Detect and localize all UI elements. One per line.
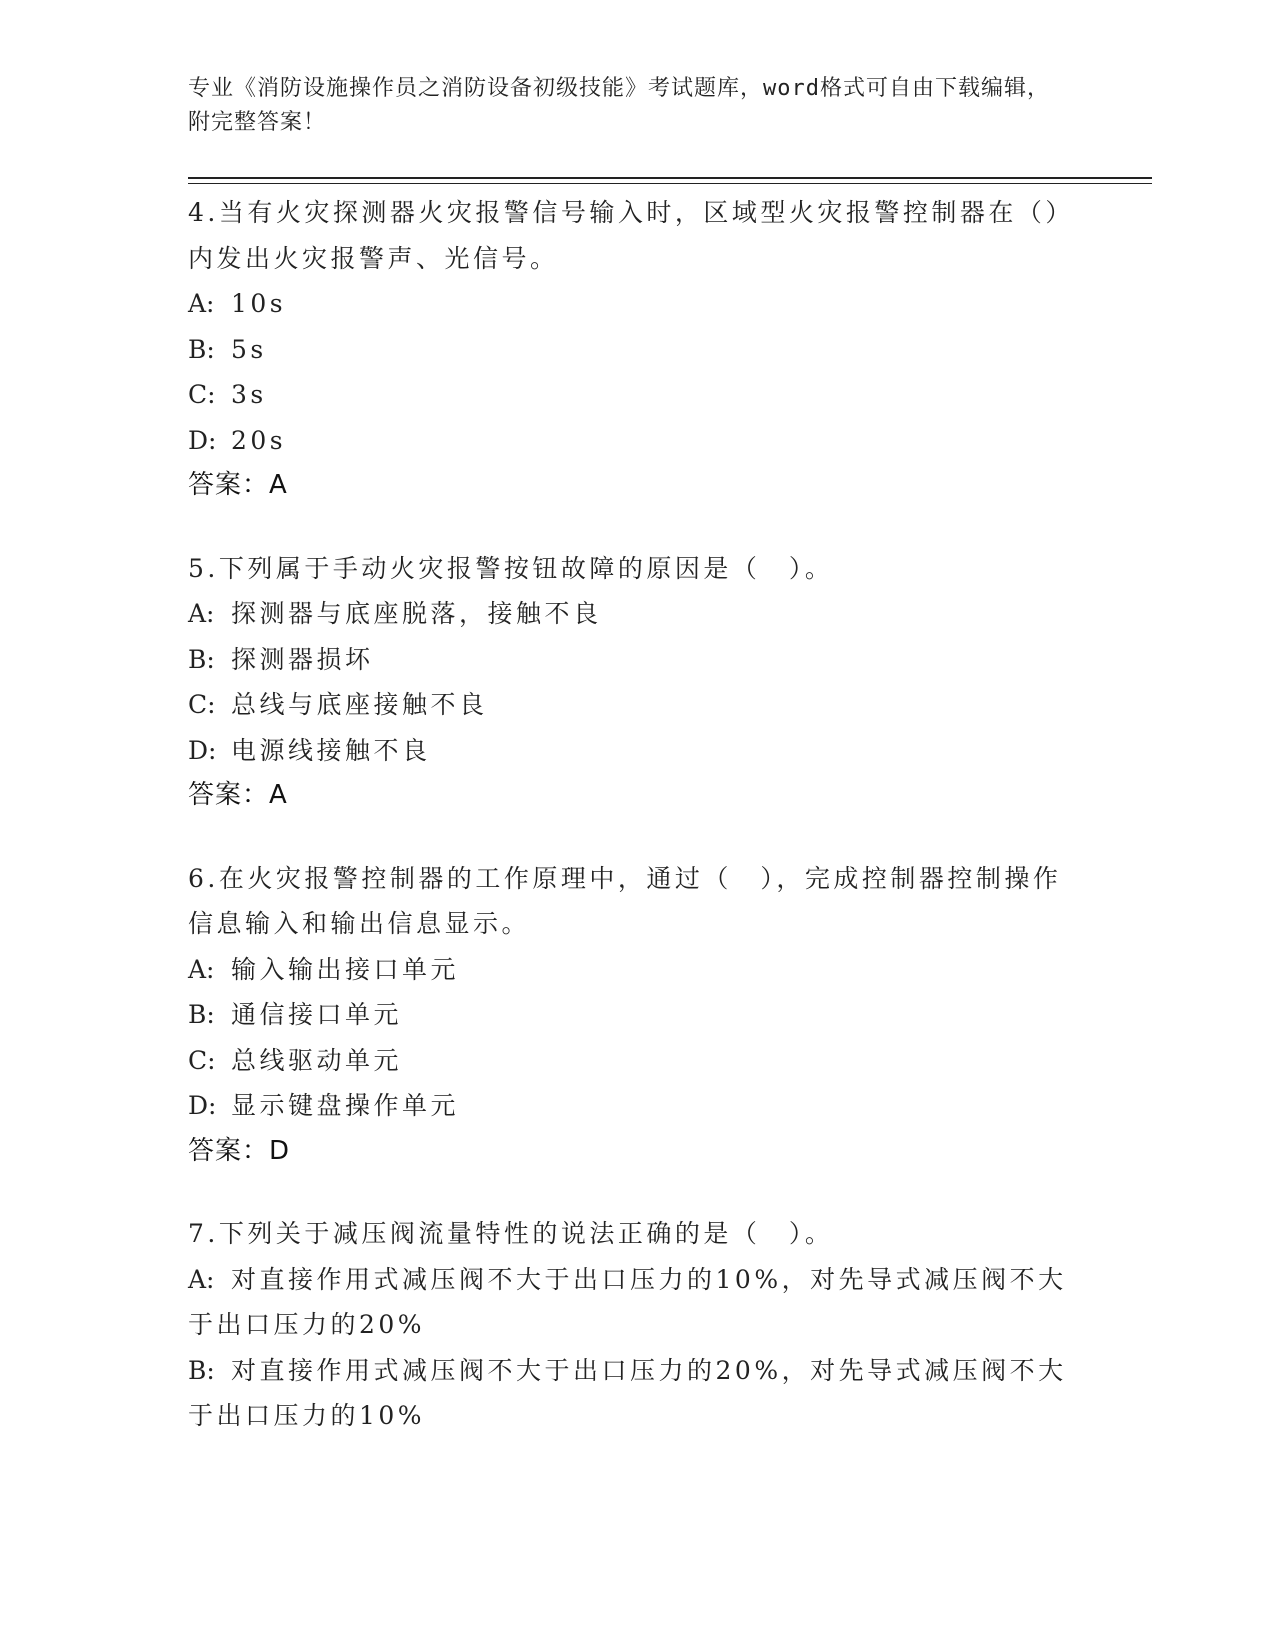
option-c [188, 372, 1068, 418]
header-divider-thick [188, 177, 1152, 179]
question-text: 4.当有火灾探测器火灾报警信号输入时，区域型火灾报警控制器在（）内发出火灾报警声、光信号。 [188, 198, 1062, 273]
option-text: 20s [231, 425, 287, 455]
option-text: 3s [231, 380, 267, 409]
option-label: A: [188, 599, 215, 628]
answer-line [188, 463, 1068, 509]
question-text: 7.下列关于减压阀流量特性的说法正确的是（ ）。 [188, 1219, 834, 1248]
option-a [188, 591, 1068, 637]
question-6 [188, 856, 1068, 1175]
option-text: 总线与底座接触不良 [231, 690, 488, 719]
option-text: 探测器损坏 [231, 644, 374, 674]
option-d [188, 418, 1068, 464]
header-divider-thin [188, 183, 1152, 184]
option-text: 显示键盘操作单元 [231, 1091, 460, 1120]
option-text: 总线驱动单元 [231, 1045, 403, 1075]
option-label: C: [188, 1045, 216, 1075]
answer-line [188, 1129, 1068, 1175]
option-label: C: [188, 380, 216, 409]
option-b [188, 1348, 1068, 1439]
option-d [188, 728, 1068, 774]
option-text: 输入输出接口单元 [231, 954, 460, 984]
option-text: 5s [231, 334, 267, 364]
option-text: 探测器与底座脱落，接触不良 [231, 599, 602, 628]
answer-value: D [269, 1135, 290, 1166]
question-5 [188, 546, 1068, 819]
question-4 [188, 190, 1068, 509]
question-text: 5.下列属于手动火灾报警按钮故障的原因是（ ）。 [188, 553, 834, 583]
question-list [188, 190, 1068, 1476]
option-label: A: [188, 289, 215, 318]
answer-label: 答案： [188, 780, 270, 810]
option-text: 对直接作用式减压阀不大于出口压力的10%，对先导式减压阀不大于出口压力的20% [188, 1264, 1067, 1339]
option-label: B: [188, 1355, 215, 1385]
option-label: D: [188, 425, 217, 455]
option-label: B: [188, 1000, 215, 1029]
option-label: B: [188, 644, 215, 674]
answer-value: A [269, 470, 287, 500]
option-label: A: [188, 1264, 215, 1294]
question-7 [188, 1211, 1068, 1439]
option-b [188, 637, 1068, 683]
answer-label: 答案： [188, 470, 270, 500]
option-a [188, 281, 1068, 327]
document-header: 专业《消防设施操作员之消防设备初级技能》考试题库，word格式可自由下载编辑，附完整答案！ [188, 76, 1050, 135]
option-label: D: [188, 735, 217, 765]
answer-line [188, 773, 1068, 819]
option-a [188, 947, 1068, 993]
option-a [188, 1257, 1068, 1348]
option-text: 电源线接触不良 [231, 735, 431, 765]
option-label: C: [188, 690, 216, 719]
option-text: 对直接作用式减压阀不大于出口压力的20%，对先导式减压阀不大于出口压力的10% [188, 1355, 1067, 1430]
answer-value: A [269, 780, 287, 810]
option-b [188, 327, 1068, 373]
answer-label: 答案： [188, 1135, 270, 1166]
option-text: 通信接口单元 [231, 1000, 403, 1029]
option-d [188, 1083, 1068, 1129]
option-b [188, 992, 1068, 1038]
option-c [188, 682, 1068, 728]
option-label: A: [188, 954, 215, 984]
option-c [188, 1038, 1068, 1084]
option-text: 10s [231, 289, 287, 318]
question-text: 6.在火灾报警控制器的工作原理中，通过（ ），完成控制器控制操作信息输入和输出信息显示。 [188, 863, 1062, 938]
option-label: D: [188, 1091, 217, 1120]
option-label: B: [188, 334, 215, 364]
